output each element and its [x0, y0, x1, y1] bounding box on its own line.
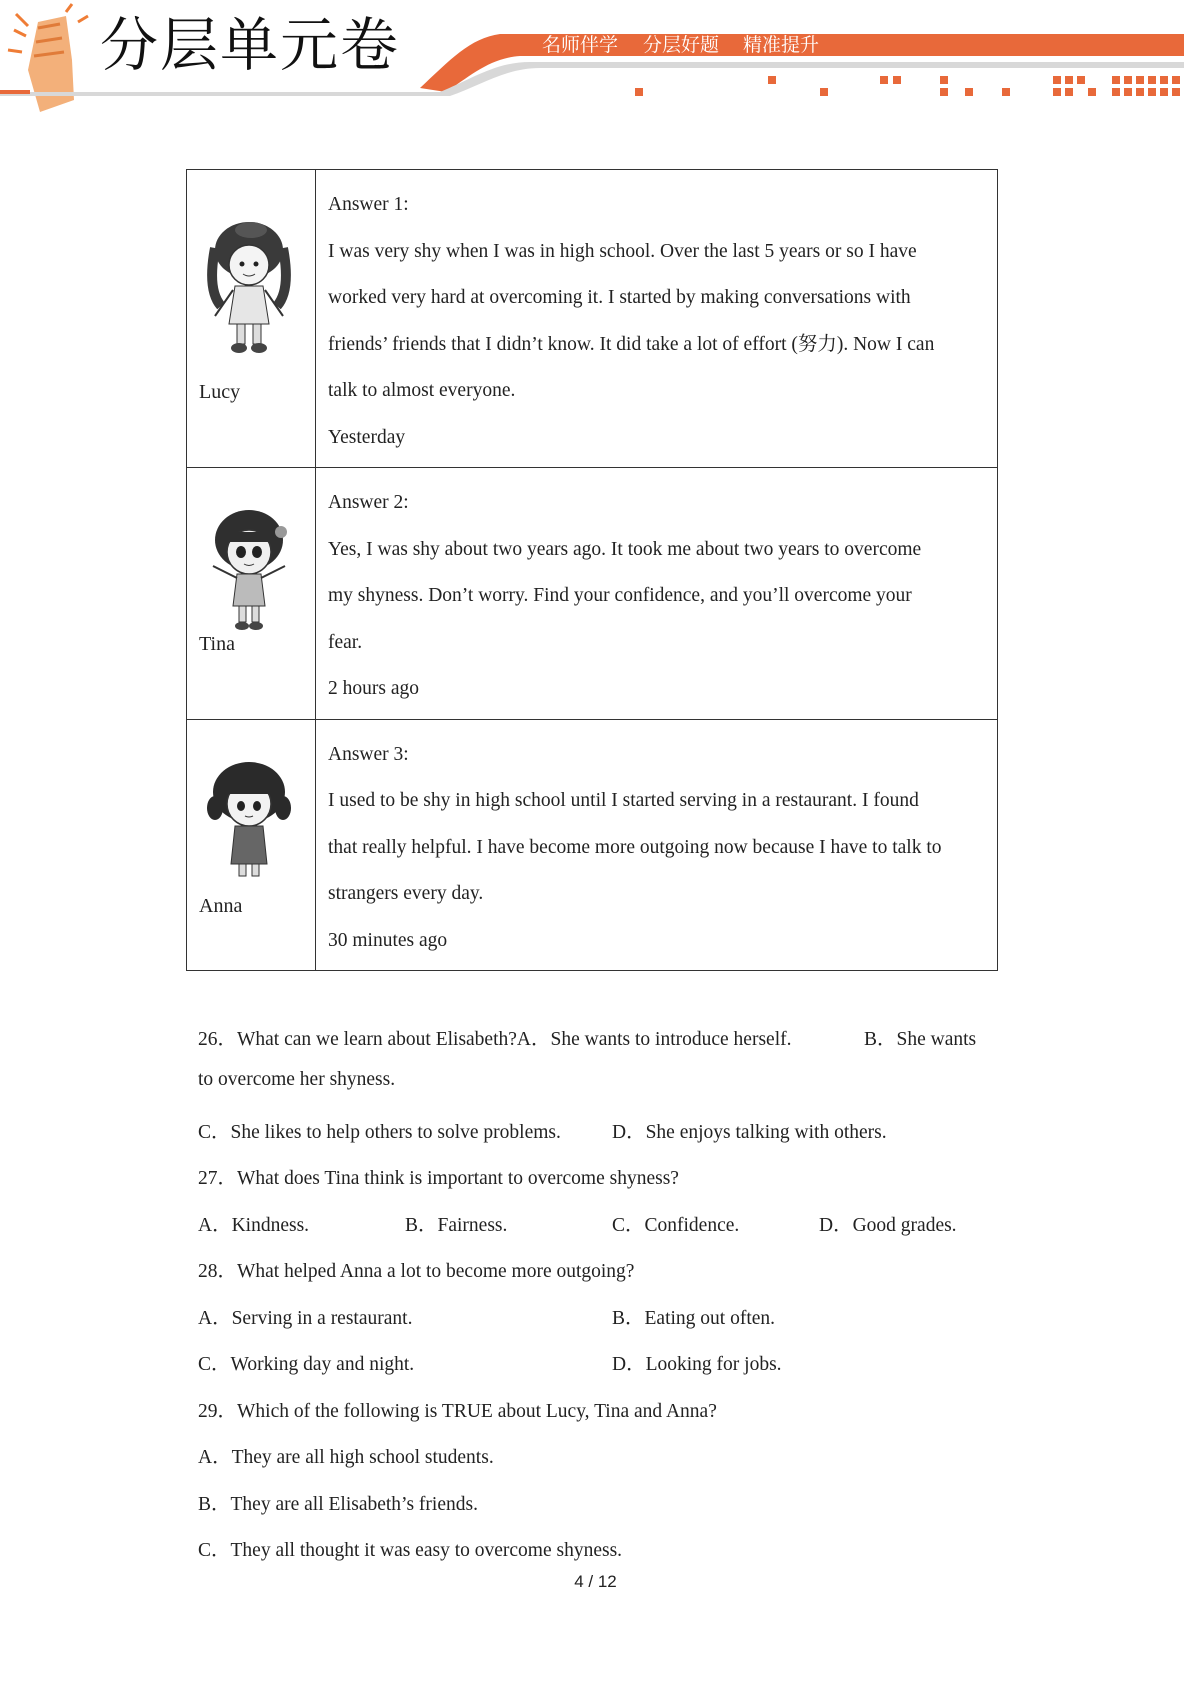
avatar-cell [187, 468, 316, 720]
answer-line: strangers every day. [328, 883, 484, 904]
option-27-a[interactable]: A．Kindness. [198, 1215, 310, 1236]
option-26-b-cont: to overcome her shyness. [198, 1069, 396, 1090]
answer-line: that really helpful. I have become more outgoing now because I have to talk to [328, 836, 942, 858]
answer-timestamp: 2 hours ago [328, 678, 419, 699]
girl-lucy-illustration [199, 220, 299, 370]
slogan-3: 精准提升 [743, 34, 820, 56]
option-28-a[interactable]: A．Serving in a restaurant. [198, 1308, 413, 1329]
answer-line: worked very hard at overcoming it. I started by making conversations with [328, 287, 911, 308]
option-26-c[interactable]: C．She likes to help others to solve problems. [198, 1122, 561, 1143]
person-name-anna: Anna [199, 894, 243, 917]
page-header [0, 0, 1191, 120]
person-name-lucy: Lucy [199, 381, 241, 403]
option-26-b[interactable]: B．She wants [864, 1029, 977, 1050]
answer-line: I was very shy when I was in high school. Over the last 5 years or so I have [328, 240, 917, 262]
girl-anna-illustration [199, 756, 299, 886]
brand-title: 分层单元卷 [100, 11, 401, 79]
answer-timestamp: 30 minutes ago [328, 929, 448, 951]
page-number: 4 / 12 [574, 1572, 617, 1591]
option-29-a[interactable]: A．They are all high school students. [198, 1447, 494, 1468]
question-29-stem: 29．Which of the following is TRUE about Lucy, Tina and Anna? [198, 1401, 717, 1422]
option-26-d[interactable]: D．She enjoys talking with others. [612, 1122, 887, 1143]
avatar-cell [187, 170, 316, 468]
option-27-b[interactable]: B．Fairness. [405, 1215, 508, 1236]
question-27-stem: 27．What does Tina think is important to overcome shyness? [198, 1168, 679, 1189]
slogan-1: 名师伴学 [542, 34, 619, 56]
option-29-b[interactable]: B．They are all Elisabeth’s friends. [198, 1494, 478, 1515]
pixel-decor [635, 76, 1180, 96]
slogan-2: 分层好题 [643, 34, 720, 56]
answer-heading: Answer 1: [328, 194, 409, 215]
answer-row-lucy [187, 170, 998, 468]
answer-line: friends’ friends that I didn’t know. It did take a lot of effort (努力). Now I can [328, 333, 935, 355]
answer-heading: Answer 2: [328, 492, 409, 513]
answer-line: fear. [328, 631, 363, 653]
answer-timestamp: Yesterday [328, 426, 406, 448]
option-28-c[interactable]: C．Working day and night. [198, 1354, 415, 1375]
answer-row-anna [187, 719, 998, 971]
option-27-c[interactable]: C．Confidence. [612, 1215, 740, 1236]
answer-line: Yes, I was shy about two years ago. It took me about two years to overcome [328, 538, 922, 560]
answer-line: I used to be shy in high school until I started serving in a restaurant. I found [328, 790, 919, 811]
answer-line: talk to almost everyone. [328, 380, 516, 401]
answer-text-cell [316, 719, 998, 971]
answer-text-cell [316, 170, 998, 468]
option-29-c[interactable]: C．They all thought it was easy to overcome shyness. [198, 1540, 623, 1561]
option-28-b[interactable]: B．Eating out often. [612, 1308, 776, 1329]
answer-line: my shyness. Don’t worry. Find your confidence, and you’ll overcome your [328, 585, 912, 606]
person-name-tina: Tina [199, 633, 235, 655]
option-28-d[interactable]: D．Looking for jobs. [612, 1354, 782, 1375]
avatar-cell [187, 719, 316, 971]
answer-heading: Answer 3: [328, 743, 409, 765]
question-26-stem: 26．What can we learn about Elisabeth?A．She wants to introduce herself. [198, 1029, 792, 1050]
answer-row-tina [187, 468, 998, 720]
option-27-d[interactable]: D．Good grades. [819, 1215, 957, 1236]
answer-text-cell [316, 468, 998, 720]
answers-table [186, 169, 998, 971]
question-28-stem: 28．What helped Anna a lot to become more outgoing? [198, 1261, 635, 1282]
girl-tina-illustration [199, 506, 299, 636]
